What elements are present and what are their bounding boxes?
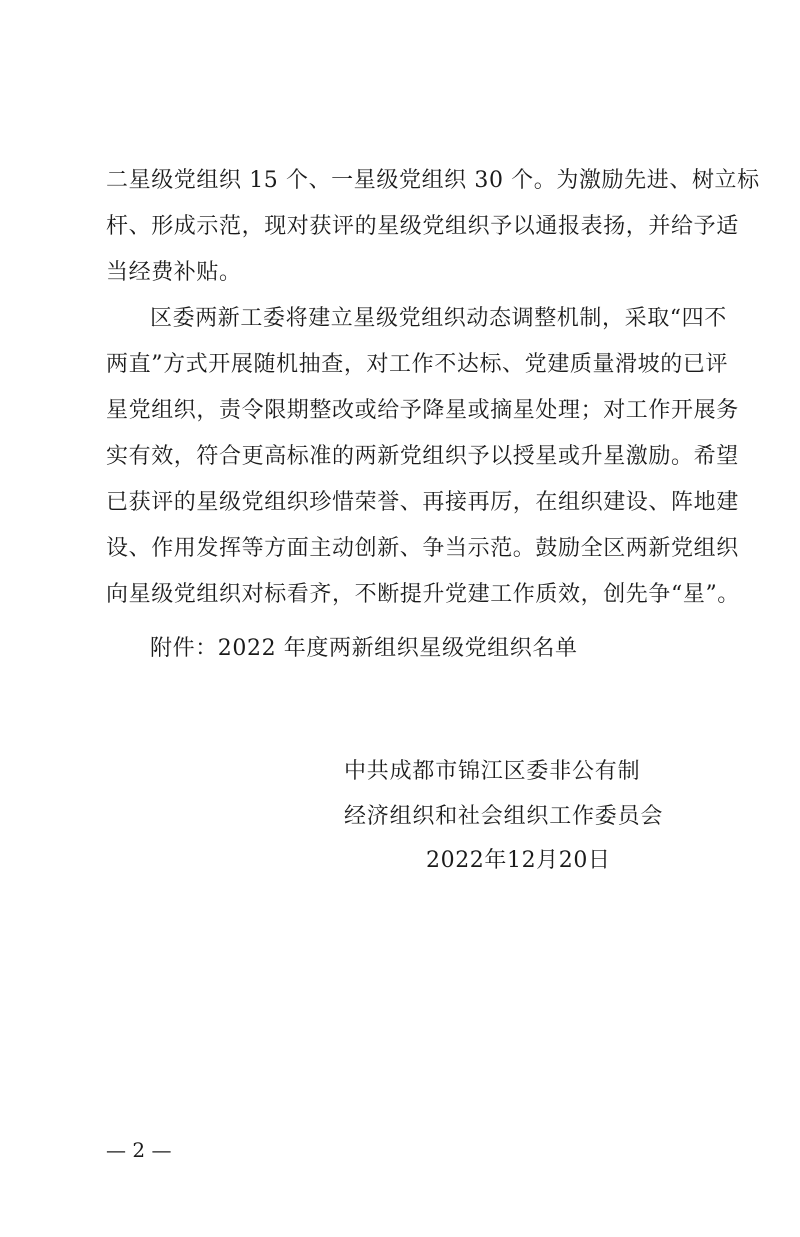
paragraph-2-line-4: 实有效，符合更高标准的两新党组织予以授星或升星激励。希望 xyxy=(106,444,739,469)
paragraph-1-line-3: 当经费补贴。 xyxy=(106,260,242,285)
paragraph-2-line-5: 已获评的星级党组织珍惜荣誉、再接再厉，在组织建设、阵地建 xyxy=(106,490,739,515)
page-number: — 2 — xyxy=(106,1138,172,1162)
paragraph-2-line-1: 区委两新工委将建立星级党组织动态调整机制，采取“四不 xyxy=(150,306,727,331)
paragraph-2-line-6: 设、作用发挥等方面主动创新、争当示范。鼓励全区两新党组织 xyxy=(106,536,739,561)
signature-date: 2022年12月20日 xyxy=(426,848,611,873)
attachment-note: 附件：2022 年度两新组织星级党组织名单 xyxy=(150,636,578,661)
paragraph-2-line-7: 向星级党组织对标看齐，不断提升党建工作质效，创先争“星”。 xyxy=(106,582,740,607)
signature-org-line-2: 经济组织和社会组织工作委员会 xyxy=(344,804,664,829)
paragraph-1-line-1: 二星级党组织 15 个、一星级党组织 30 个。为激励先进、树立标 xyxy=(106,168,760,193)
paragraph-2-line-2: 两直”方式开展随机抽查，对工作不达标、党建质量滑坡的已评 xyxy=(106,352,729,377)
paragraph-1-line-2: 杆、形成示范，现对获评的星级党组织予以通报表扬，并给予适 xyxy=(106,214,739,239)
signature-org-line-1: 中共成都市锦江区委非公有制 xyxy=(344,759,641,784)
paragraph-2-line-3: 星党组织，责令限期整改或给予降星或摘星处理；对工作开展务 xyxy=(106,398,739,423)
